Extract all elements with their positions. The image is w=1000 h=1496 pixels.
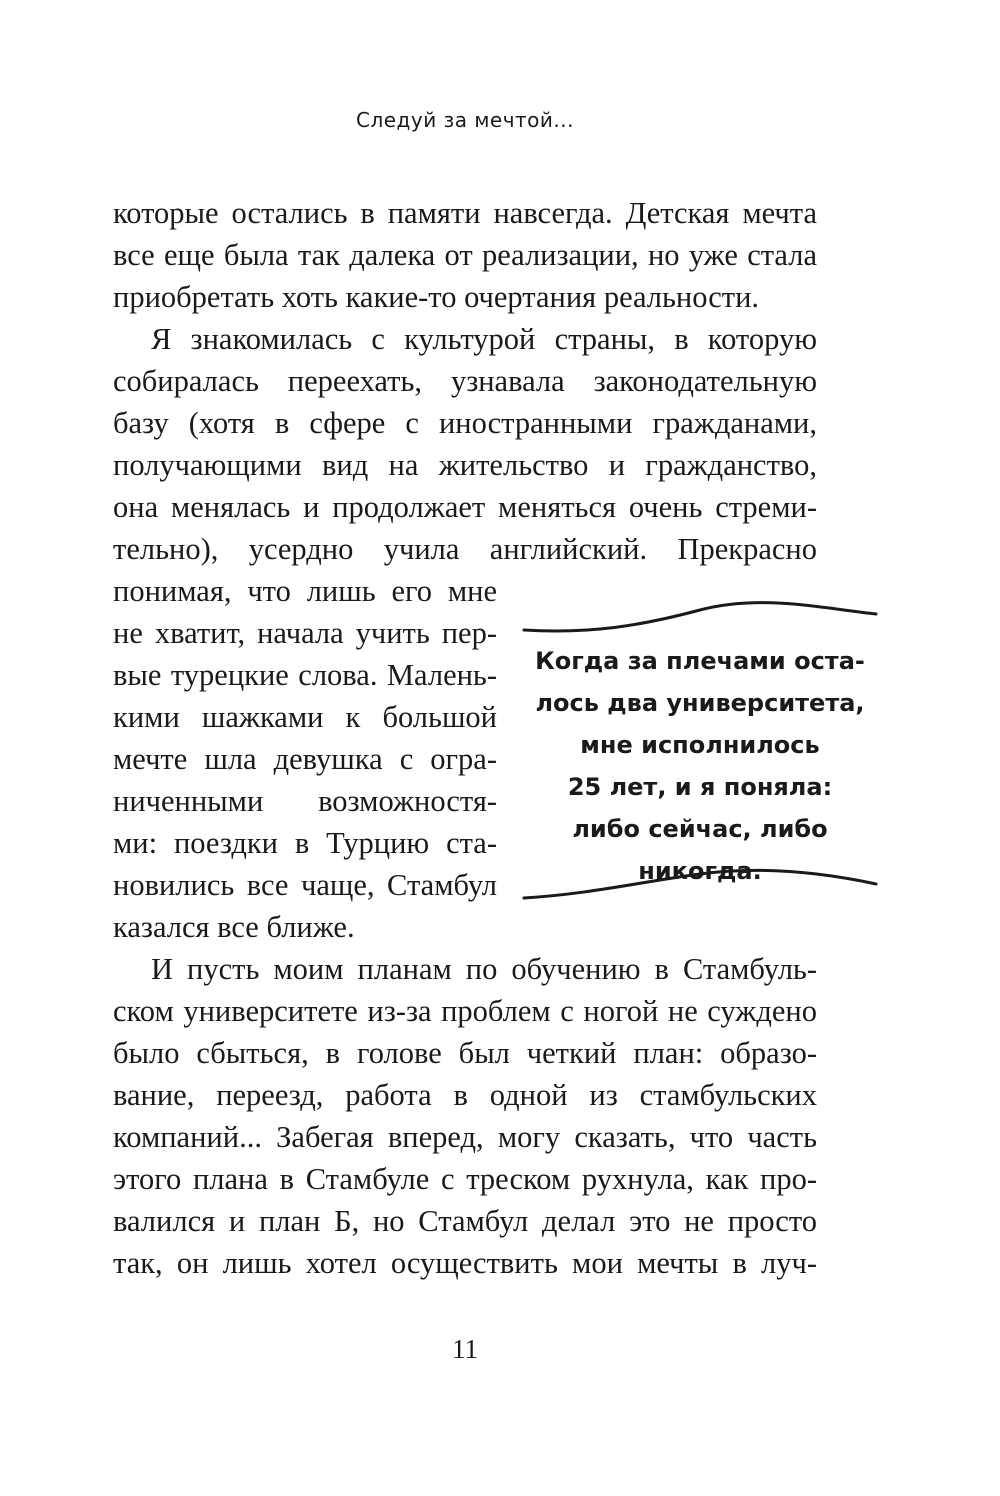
body-line: тельно), усердно учила английский. Прекрасно — [113, 532, 817, 566]
body-line: И пусть моим планам по обучению в Стамбуль- — [151, 952, 817, 986]
body-line: компаний... Забегая вперед, могу сказать, что часть — [113, 1120, 817, 1154]
pull-quote-bottom-wave — [520, 864, 880, 904]
body-line: было сбыться, в голове был четкий план: образо- — [113, 1036, 817, 1070]
body-line: новились все чаще, Стамбул — [113, 868, 497, 902]
body-line: приобретать хоть какие-то очертания реальности. — [113, 280, 760, 314]
pull-quote-text — [520, 640, 880, 892]
body-line: вые турецкие слова. Малень- — [113, 658, 497, 692]
pull-quote-line: 25 лет, и я поняла: — [567, 773, 833, 801]
body-line: Я знакомилась с культурой страны, в которую — [151, 322, 817, 356]
body-line: ском университете из-за проблем с ногой не суждено — [113, 994, 817, 1028]
page-number: 11 — [452, 1334, 478, 1364]
body-line: ниченными возможностя- — [113, 784, 497, 818]
pull-quote-line: либо сейчас, либо — [572, 815, 828, 843]
body-line: все еще была так далека от реализации, но уже стала — [113, 238, 817, 272]
pull-quote-top-wave — [520, 596, 880, 636]
body-line: собиралась переехать, узнавала законодательную — [113, 364, 817, 398]
pull-quote-line: никогда. — [638, 857, 762, 885]
body-line: так, он лишь хотел осуществить мои мечты в луч- — [113, 1246, 817, 1280]
body-line: понимая, что лишь его мне — [113, 574, 497, 608]
body-line: ми: поездки в Турцию ста- — [113, 826, 497, 860]
pull-quote — [520, 596, 880, 908]
body-line: мечте шла девушка с огра- — [113, 742, 497, 776]
body-line: этого плана в Стамбуле с треском рухнула, как про- — [113, 1162, 817, 1196]
body-line: она менялась и продолжает меняться очень стреми- — [113, 490, 817, 524]
pull-quote-line: мне исполнилось — [580, 731, 820, 759]
body-line: получающими вид на жительство и гражданство, — [113, 448, 817, 482]
running-head: Следуй за мечтой... — [356, 108, 574, 132]
pull-quote-line: лось два университета, — [535, 689, 865, 717]
body-line: казался все ближе. — [113, 910, 355, 944]
body-line: вание, переезд, работа в одной из стамбульских — [113, 1078, 817, 1112]
body-line: валился и план Б, но Стамбул делал это не просто — [113, 1204, 817, 1238]
body-line: базу (хотя в сфере с иностранными гражданами, — [113, 406, 817, 440]
body-line: кими шажками к большой — [113, 700, 497, 734]
pull-quote-line: Когда за плечами оста- — [535, 647, 865, 675]
body-line: которые остались в памяти навсегда. Детская мечта — [113, 196, 817, 230]
body-line: не хватит, начала учить пер- — [113, 616, 497, 650]
